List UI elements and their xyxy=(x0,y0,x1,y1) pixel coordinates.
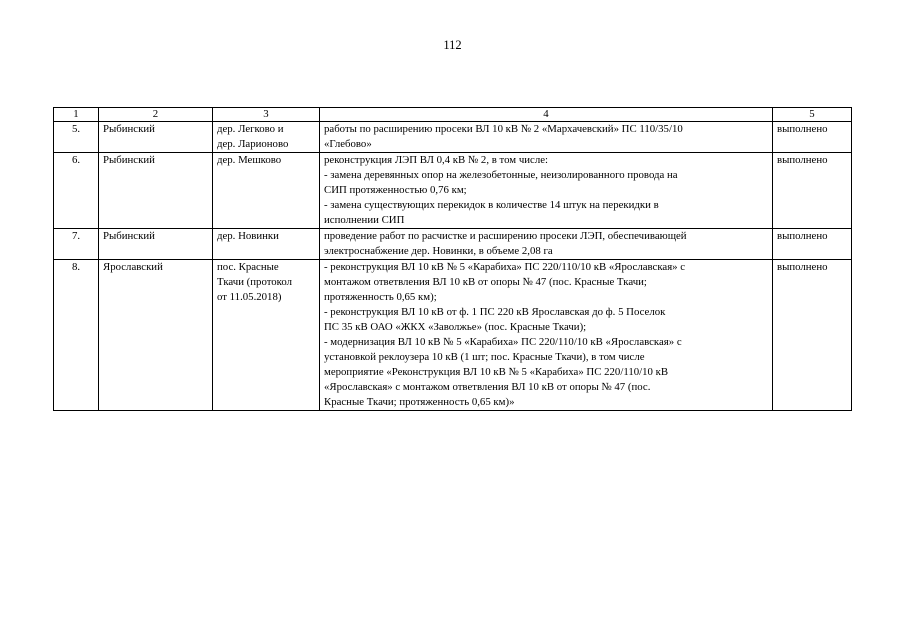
cell-text-line: работы по расширению просеки ВЛ 10 кВ № 2 «Мархачевский» ПС 110/35/10 xyxy=(324,123,683,135)
cell-text-line: «Ярославская» с монтажом ответвления ВЛ 10 кВ от опоры № 47 (пос. xyxy=(324,381,651,393)
row-number-cell: 6. xyxy=(54,153,99,229)
cell-text-line: - реконструкция ВЛ 10 кВ от ф. 1 ПС 220 кВ Ярославская до ф. 5 Поселок xyxy=(324,306,666,318)
status-cell: выполнено xyxy=(773,229,852,260)
cell-text-line: ПС 35 кВ ОАО «ЖКХ «Заволжье» (пос. Красные Ткачи); xyxy=(324,321,587,333)
works-table xyxy=(53,107,852,411)
table-row xyxy=(54,153,852,229)
status-cell: выполнено xyxy=(773,122,852,153)
cell-text-line: - реконструкция ВЛ 10 кВ № 5 «Карабиха» ПС 220/110/10 кВ «Ярославская» с xyxy=(324,261,686,273)
cell-text-line: дер. Ларионово xyxy=(217,138,289,150)
work-description-cell xyxy=(320,122,773,153)
cell-text-line: дер. Мешково xyxy=(217,154,282,166)
cell-text-line: «Глебово» xyxy=(324,138,372,150)
table-header-row xyxy=(54,108,852,122)
header-cell-3: 3 xyxy=(213,108,320,122)
cell-text-line: - модернизация ВЛ 10 кВ № 5 «Карабиха» ПС 220/110/10 кВ «Ярославская» с xyxy=(324,336,682,348)
page-number: 112 xyxy=(443,38,462,52)
work-description-cell xyxy=(320,229,773,260)
district-cell: Рыбинский xyxy=(99,153,213,229)
cell-text-line: СИП протяженностью 0,76 км; xyxy=(324,184,467,196)
location-cell xyxy=(213,260,320,411)
header-cell-2: 2 xyxy=(99,108,213,122)
cell-text-line: протяженность 0,65 км); xyxy=(324,291,437,303)
table-row xyxy=(54,260,852,411)
cell-text-line: проведение работ по расчистке и расширению просеки ЛЭП, обеспечивающей xyxy=(324,230,687,242)
cell-text-line: реконструкция ЛЭП ВЛ 0,4 кВ № 2, в том числе: xyxy=(324,154,549,166)
work-description-cell xyxy=(320,260,773,411)
cell-text-line: дер. Новинки xyxy=(217,230,279,242)
row-number-cell: 8. xyxy=(54,260,99,411)
location-cell xyxy=(213,229,320,260)
district-cell: Рыбинский xyxy=(99,229,213,260)
location-cell xyxy=(213,122,320,153)
cell-text-line: от 11.05.2018) xyxy=(217,291,282,303)
district-cell: Рыбинский xyxy=(99,122,213,153)
cell-text-line: мероприятие «Реконструкция ВЛ 10 кВ № 5 «Карабиха» ПС 220/110/10 кВ xyxy=(324,366,669,378)
cell-text-line: монтажом ответвления ВЛ 10 кВ от опоры № 47 (пос. Красные Ткачи; xyxy=(324,276,647,288)
row-number-cell: 5. xyxy=(54,122,99,153)
cell-text-line: - замена существующих перекидок в количестве 14 штук на перекидки в xyxy=(324,199,659,211)
work-description-cell xyxy=(320,153,773,229)
header-cell-5: 5 xyxy=(773,108,852,122)
header-cell-4: 4 xyxy=(320,108,773,122)
cell-text-line: установкой реклоузера 10 кВ (1 шт; пос. Красные Ткачи), в том числе xyxy=(324,351,645,363)
location-cell xyxy=(213,153,320,229)
cell-text-line: - замена деревянных опор на железобетонные, неизолированного провода на xyxy=(324,169,678,181)
table-row xyxy=(54,122,852,153)
cell-text-line: электроснабжение дер. Новинки, в объеме 2,08 га xyxy=(324,245,553,257)
table-row xyxy=(54,229,852,260)
cell-text-line: пос. Красные xyxy=(217,261,279,273)
cell-text-line: дер. Легково и xyxy=(217,123,284,135)
status-cell: выполнено xyxy=(773,260,852,411)
row-number-cell: 7. xyxy=(54,229,99,260)
district-cell: Ярославский xyxy=(99,260,213,411)
header-cell-1: 1 xyxy=(54,108,99,122)
status-cell: выполнено xyxy=(773,153,852,229)
cell-text-line: Красные Ткачи; протяженность 0,65 км)» xyxy=(324,396,515,408)
cell-text-line: исполнении СИП xyxy=(324,214,405,226)
cell-text-line: Ткачи (протокол xyxy=(217,276,293,288)
